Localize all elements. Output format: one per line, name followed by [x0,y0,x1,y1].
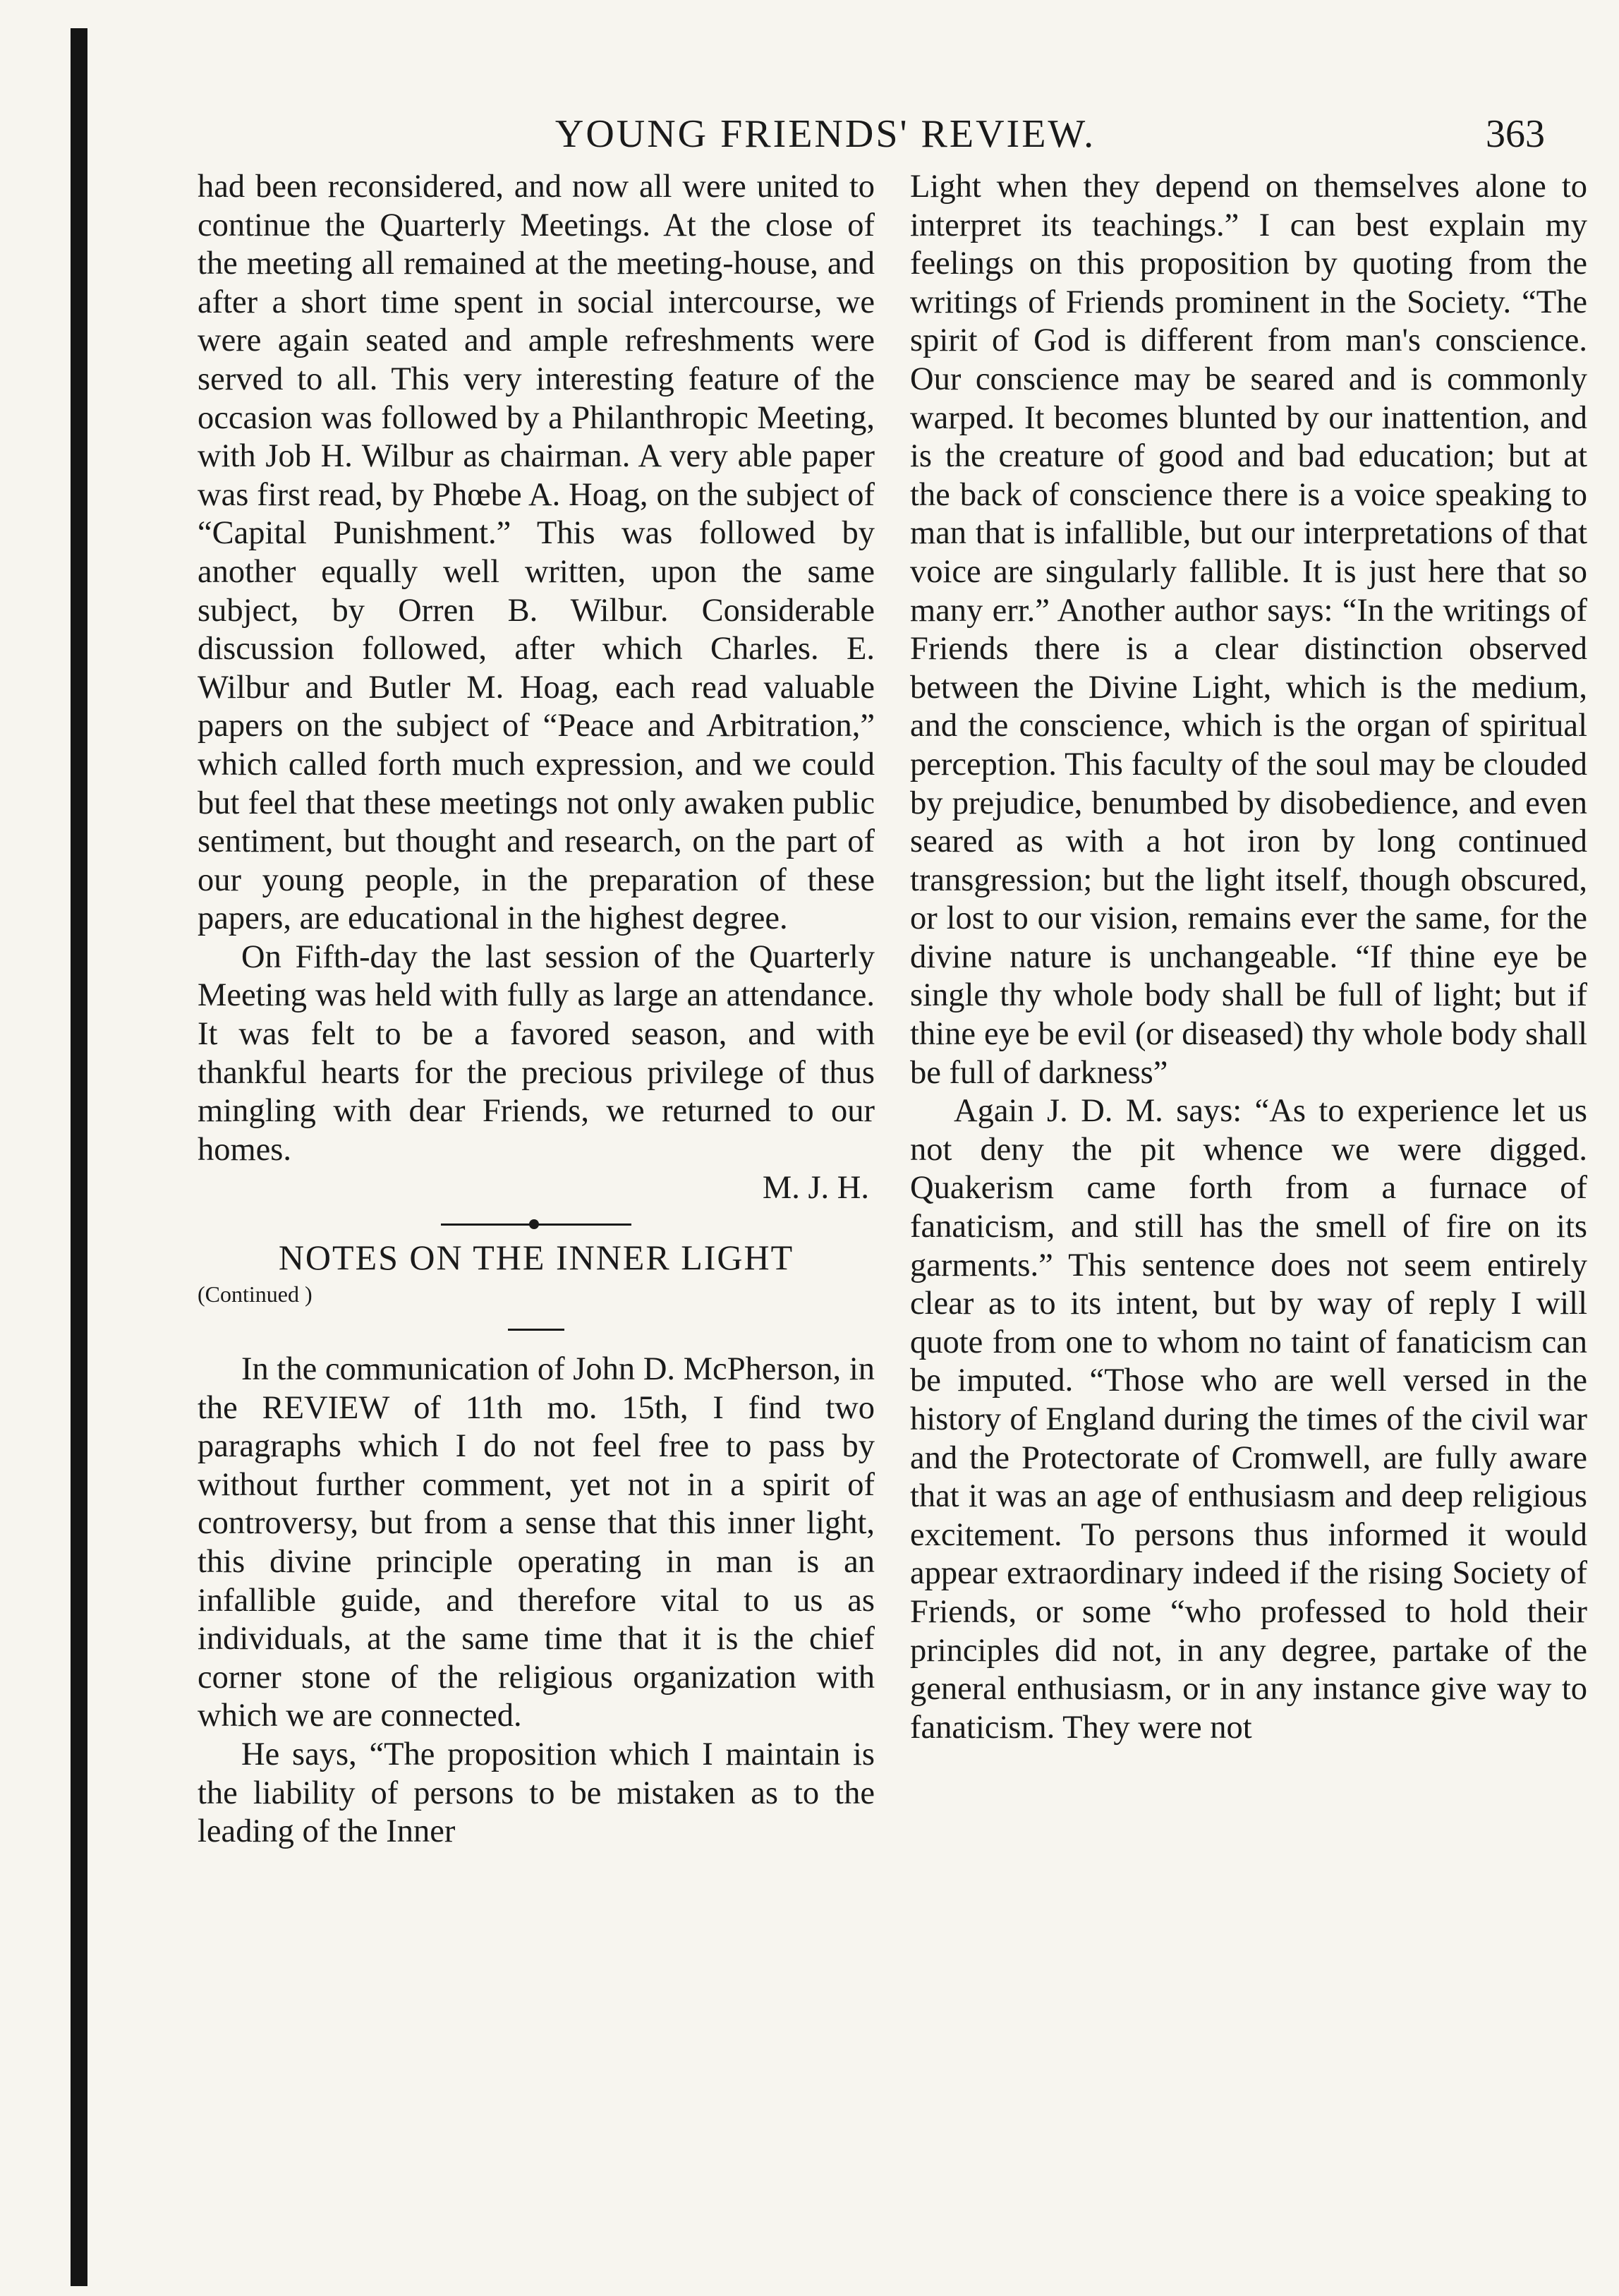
left-column [198,168,875,1851]
paragraph: Again J. D. M. says: “As to experience let us not deny the pit whence we were digged. Quakerism came forth from a furnace of fanaticism, and still has the smell of fire on its garments.” This sentence does not seem entirely clear as to its intent, but by way of reply I will quote from one to whom no taint of fanaticism can be imputed. “Those who are well versed in the history of England during the times of the civil war and the Protectorate of Cromwell, are fully aware that it was an age of enthusiasm and deep religious excitement. To persons thus informed it would appear extraordinary indeed if the rising Society of Friends, or some “who professed to hold their principles did not, in any degree, partake of the general enthusiasm, or in any instance give way to fanaticism. They were not [910,1093,1587,1746]
paragraph: In the communication of John D. McPherson, in the REVIEW of 11th mo. 15th, I find two paragraphs which I do not feel free to pass by without further comment, yet not in a spirit of controversy, but from a sense that this inner light, this divine principle operating in man is an infallible guide, and therefore vital to us as individuals, at the same time that it is the chief corner stone of the religious organization with which we are connected. [198,1351,875,1734]
paragraph: Light when they depend on themselves alone to interpret its teachings.” I can best explain my feelings on this proposition by quoting from the writings of Friends prominent in the Society. “The spirit of God is different from man's conscience. Our conscience may be seared and is commonly warped. It becomes blunted by our inattention, and is the creature of good and bad education; but at the back of conscience there is a voice speaking to man that is infallible, but our interpretations of that voice are singularly fallible. It is just here that so many err.” Another author says: “In the writings of Friends there is a clear distinction observed between the Divine Light, which is the medium, and the conscience, which is the organ of spiritual perception. This faculty of the soul may be clouded by prejudice, benumbed by disobedience, and even seared as with a hot iron by long continued transgression; but the light itself, though obscured, or lost to our vision, remains ever the same, for the divine nature is unchangeable. “If thine eye be single thy whole body shall be full of light; but if thine eye be evil (or diseased) thy whole body shall be full of darkness” [910,169,1587,1091]
page-number: 363 [1486,112,1545,156]
paragraph: had been reconsidered, and now all were united to continue the Quarterly Meetings. At the close of the meeting all remained at the meeting-house, and after a short time spent in social intercourse, we were again seated and ample refreshments were served to all. This very interesting feature of the occasion was followed by a Philanthropic Meeting, with Job H. Wilbur as chairman. A very able paper was first read, by Phœbe A. Hoag, on the subject of “Capital Punishment.” This was followed by another equally well written, upon the same subject, by Orren B. Wilbur. Considerable discussion followed, after which Charles. E. Wilbur and Butler M. Hoag, each read valuable papers on the subject of “Peace and Arbitration,” which called forth much expression, and we could but feel that these meetings not only awaken public sentiment, but thought and research, on the part of our young people, in the preparation of these papers, are educational in the highest degree. [198,169,875,937]
running-head: YOUNG FRIENDS' REVIEW. [554,112,1096,156]
paragraph: He says, “The proposition which I maintain is the liability of persons to be mistaken as to the leading of the Inner [198,1736,875,1850]
paragraph: On Fifth-day the last session of the Quarterly Meeting was held with fully as large an attendance. It was felt to be a favored season, and with thankful hearts for the precious privilege of thus mingling with dear Friends, we returned to our homes. [198,938,875,1168]
short-divider [508,1329,564,1331]
page-header [106,106,1545,162]
article-title: NOTES ON THE INNER LIGHT [278,1238,794,1278]
divider-dot [529,1219,539,1229]
continued-note: (Continued ) [198,1281,313,1307]
section-divider [441,1223,631,1226]
binding-edge [71,28,87,2286]
signature-line [198,1169,875,1208]
right-column [910,168,1587,1747]
signature: M. J. H. [762,1170,869,1207]
